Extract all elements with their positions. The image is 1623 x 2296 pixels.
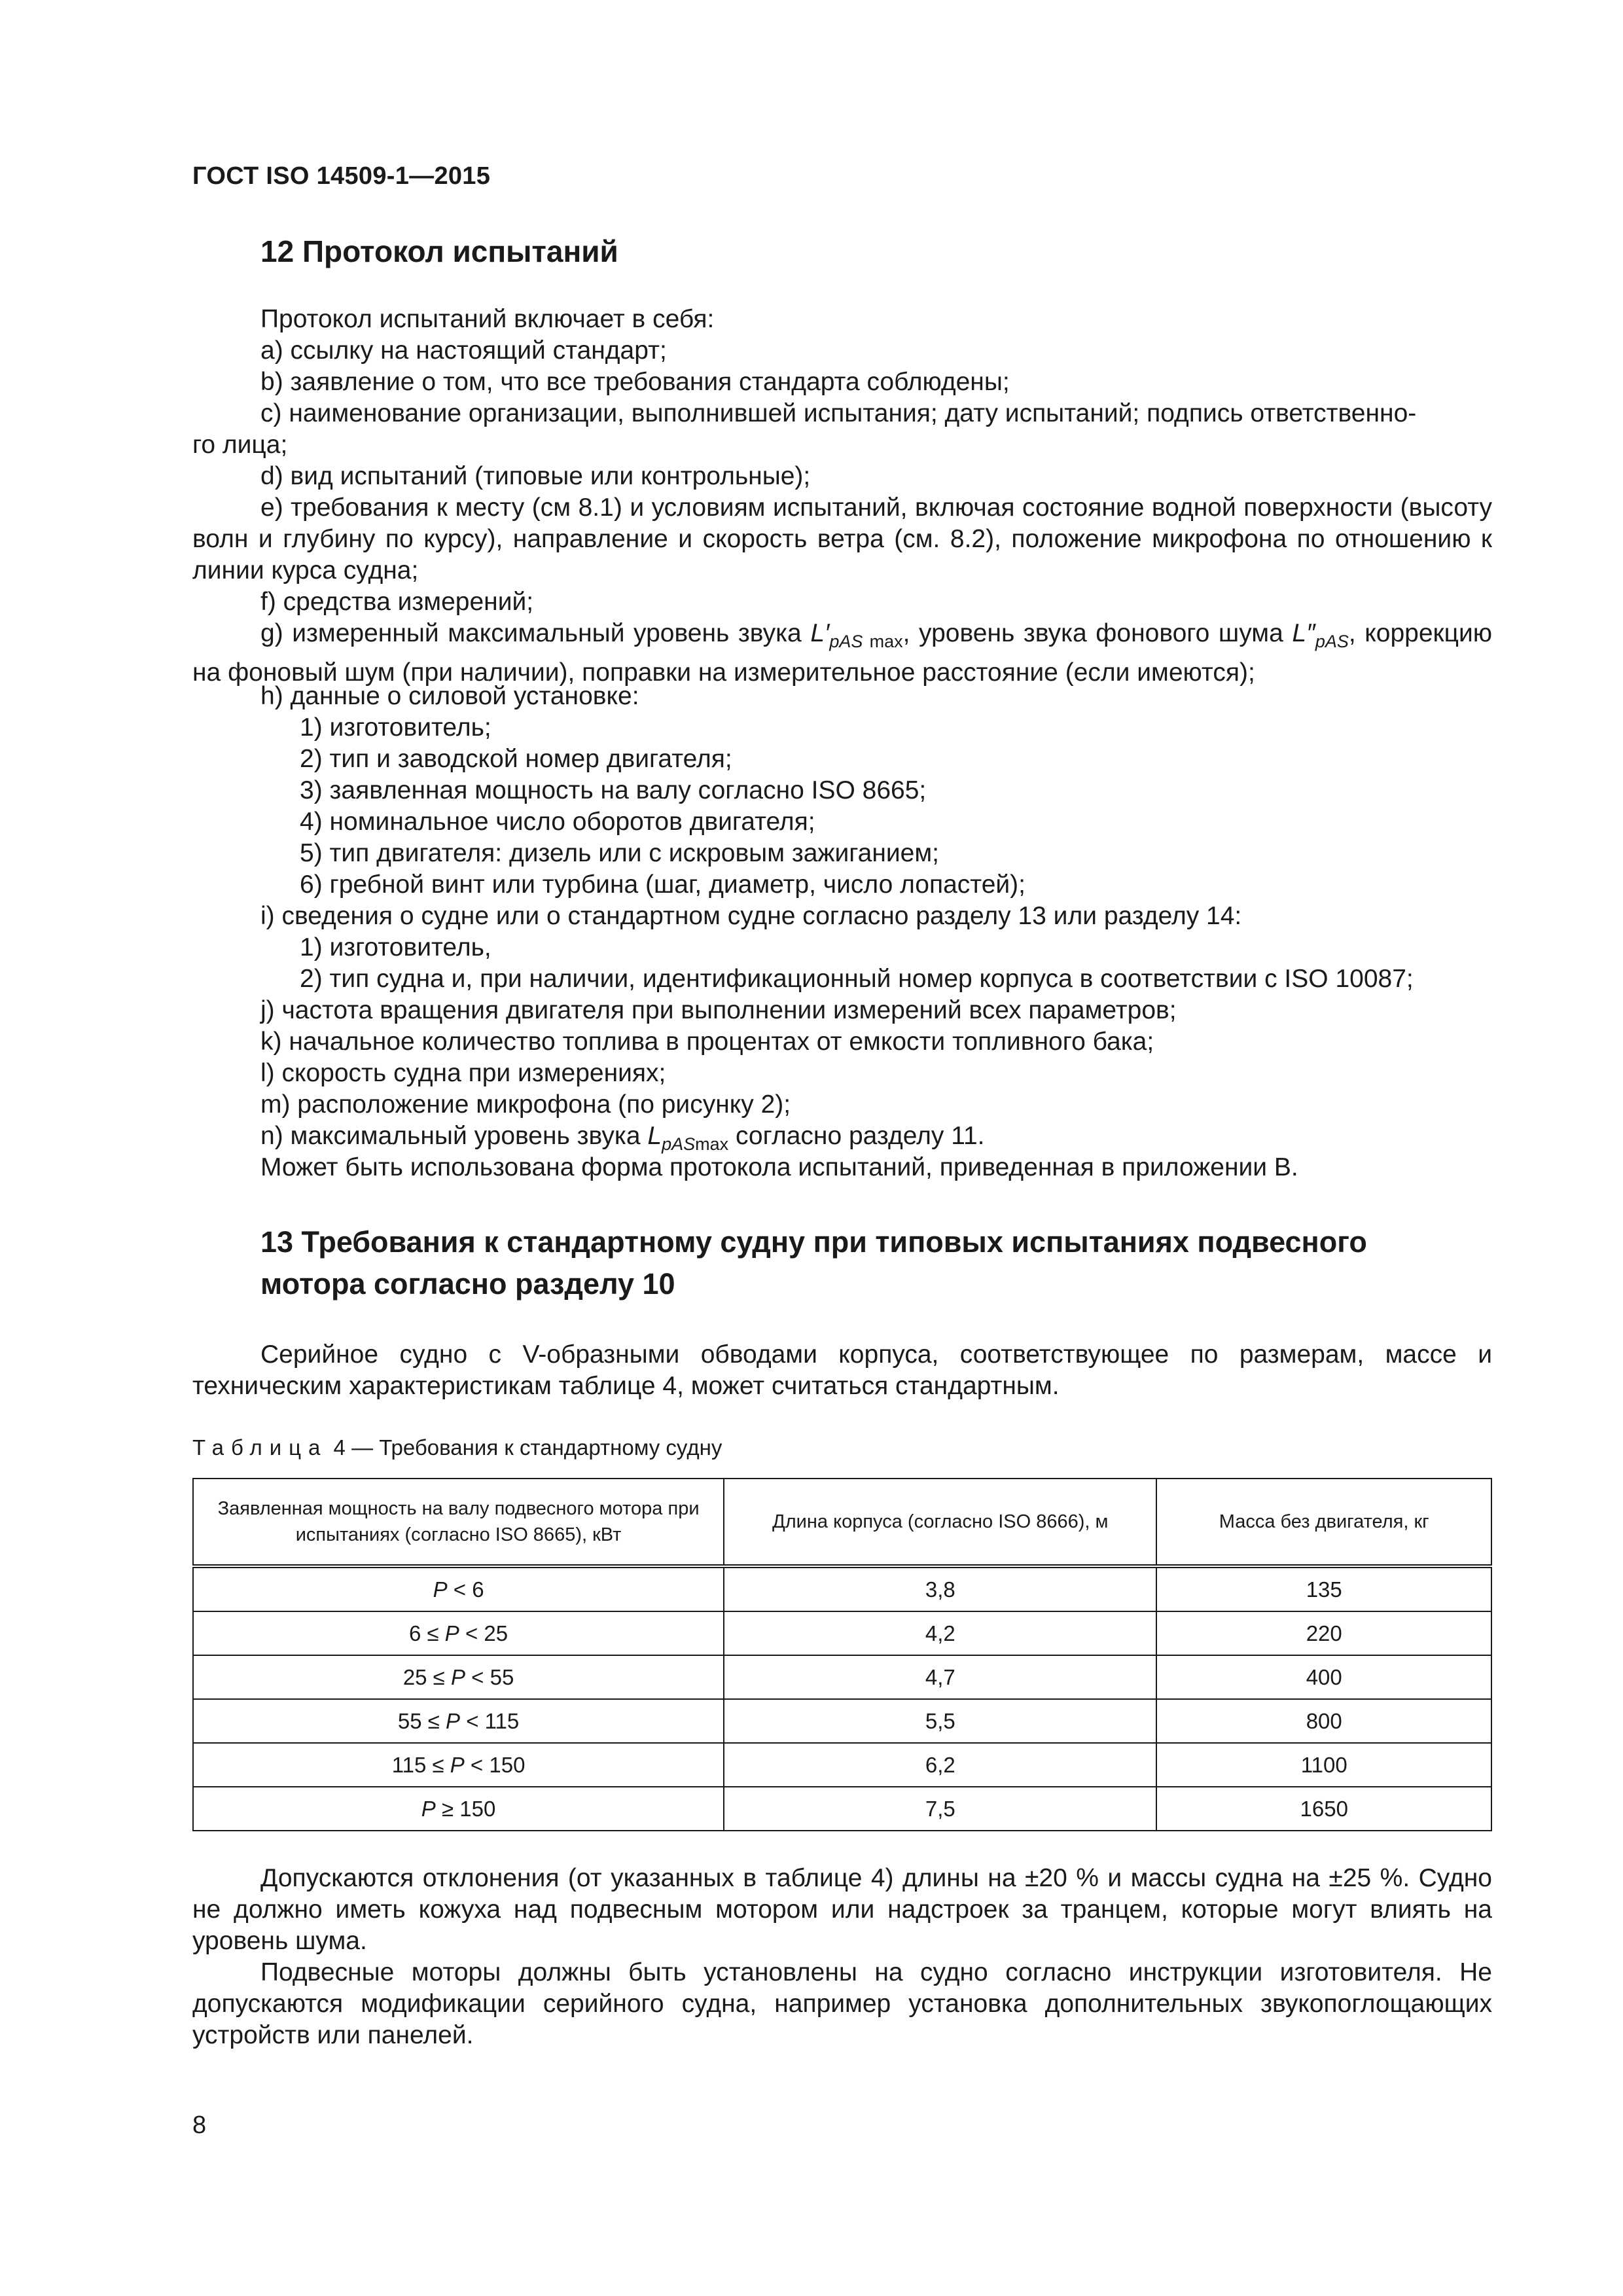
item-h-1: 1) изготовитель; <box>300 713 491 742</box>
item-c: c) наименование организации, выполнившей испытания; дату испытаний; подпись ответственно- <box>260 399 1417 427</box>
power-cell: 55 ≤ P < 115 <box>193 1699 724 1743</box>
document-code: ГОСТ ISO 14509-1—2015 <box>192 162 491 190</box>
mass-cell: 400 <box>1156 1655 1491 1699</box>
table-4-caption: Таблица 4 — Требования к стандартному судну <box>192 1435 722 1460</box>
item-a: a) ссылку на настоящий стандарт; <box>260 336 667 365</box>
item-f: f) средства измерений; <box>260 588 534 616</box>
item-j: j) частота вращения двигателя при выполнении измерений всех параметров; <box>260 996 1177 1024</box>
item-l: l) скорость судна при измерениях; <box>260 1059 666 1087</box>
section-12-intro: Протокол испытаний включает в себя: <box>260 305 715 333</box>
power-cell: P < 6 <box>193 1566 724 1611</box>
item-d: d) вид испытаний (типовые или контрольные); <box>260 462 811 490</box>
mass-cell: 135 <box>1156 1566 1491 1611</box>
item-b: b) заявление о том, что все требования стандарта соблюдены; <box>260 368 1010 396</box>
installation-paragraph: Подвесные моторы должны быть установлены на судно согласно инструкции изготовителя. Не допускаются модификации серийного судна, например установка дополнительных звукопоглощающих устройств или панелей. <box>192 1958 1492 2049</box>
header-length: Длина корпуса (согласно ISO 8666), м <box>724 1479 1156 1566</box>
symbol-l-double-prime: L″ <box>1292 619 1315 647</box>
symbol-l-prime: L′ <box>810 619 830 647</box>
length-cell: 4,2 <box>724 1611 1156 1655</box>
table-header-row <box>193 1479 1491 1566</box>
item-c-continuation: го лица; <box>192 431 288 459</box>
power-cell: 25 ≤ P < 55 <box>193 1655 724 1699</box>
tolerance-paragraph: Допускаются отклонения (от указанных в таблице 4) длины на ±20 % и массы судна на ±25 %. Судно не должно иметь кожуха над подвесным мотором или надстроек за транцем, которые могут влиять на уровень шума. <box>192 1864 1492 1955</box>
table-row <box>193 1655 1491 1699</box>
header-mass: Масса без двигателя, кг <box>1156 1479 1491 1566</box>
item-i: i) сведения о судне или о стандартном судне согласно разделу 13 или разделу 14: <box>260 902 1242 930</box>
item-h-5: 5) тип двигателя: дизель или с искровым зажиганием; <box>300 839 940 867</box>
mass-cell: 1100 <box>1156 1743 1491 1787</box>
mass-cell: 800 <box>1156 1699 1491 1743</box>
length-cell: 4,7 <box>724 1655 1156 1699</box>
item-h-4: 4) номинальное число оборотов двигателя; <box>300 808 815 836</box>
item-h-6: 6) гребной винт или турбина (шаг, диаметр, число лопастей); <box>300 870 1026 899</box>
section-13-paragraph: Серийное судно с V-образными обводами корпуса, соответствующее по размерам, массе и техническим характеристикам таблице 4, может считаться стандартным. <box>192 1340 1492 1400</box>
item-m: m) расположение микрофона (по рисунку 2); <box>260 1090 791 1119</box>
table-row <box>193 1699 1491 1743</box>
item-h: h) данные о силовой установке: <box>260 682 639 710</box>
item-h-2: 2) тип и заводской номер двигателя; <box>300 745 732 773</box>
table-4 <box>192 1478 1492 1831</box>
symbol-l: L <box>647 1122 662 1150</box>
mass-cell: 1650 <box>1156 1787 1491 1831</box>
item-i-1: 1) изготовитель, <box>300 933 491 961</box>
item-k: k) начальное количество топлива в процентах от емкости топливного бака; <box>260 1028 1154 1056</box>
item-i-2: 2) тип судна и, при наличии, идентификационный номер корпуса в соответствии с ISO 10087; <box>300 965 1414 993</box>
section-12-closing: Может быть использована форма протокола испытаний, приведенная в приложении В. <box>260 1153 1298 1181</box>
table-row <box>193 1566 1491 1611</box>
table-row <box>193 1611 1491 1655</box>
header-power: Заявленная мощность на валу подвесного мотора при испытаниях (согласно ISO 8665), кВт <box>193 1479 724 1566</box>
section-13-title-line-2: мотора согласно разделу 10 <box>260 1267 675 1300</box>
mass-cell: 220 <box>1156 1611 1491 1655</box>
table-row <box>193 1743 1491 1787</box>
power-cell: 115 ≤ P < 150 <box>193 1743 724 1787</box>
item-g: g) измеренный максимальный уровень звука $L'_{pAS}$ $_{max}$, уровень звука фонового шума $L''_{pAS}$, коррекцию на фоновый шум (при наличии), поправки на измерительное расстояние (если имеются); <box>192 619 1492 687</box>
item-n: n) максимальный уровень звука $L_{pASmax}$ согласно разделу 11. <box>260 1122 985 1154</box>
length-cell: 7,5 <box>724 1787 1156 1831</box>
section-12-title: 12 Протокол испытаний <box>260 234 618 268</box>
item-e: e) требования к месту (см 8.1) и условиям испытаний, включая состояние водной поверхности (высоту волн и глубину по курсу), направление и скорость ветра (см. 8.2), положение микрофона по отношению к линии курса судна; <box>192 493 1492 584</box>
power-cell: 6 ≤ P < 25 <box>193 1611 724 1655</box>
length-cell: 5,5 <box>724 1699 1156 1743</box>
table-row <box>193 1787 1491 1831</box>
power-cell: P ≥ 150 <box>193 1787 724 1831</box>
section-13-title-line-1: 13 Требования к стандартному судну при типовых испытаниях подвесного <box>260 1225 1367 1259</box>
length-cell: 6,2 <box>724 1743 1156 1787</box>
length-cell: 3,8 <box>724 1566 1156 1611</box>
page-number: 8 <box>192 2111 207 2139</box>
item-h-3: 3) заявленная мощность на валу согласно ISO 8665; <box>300 776 927 804</box>
